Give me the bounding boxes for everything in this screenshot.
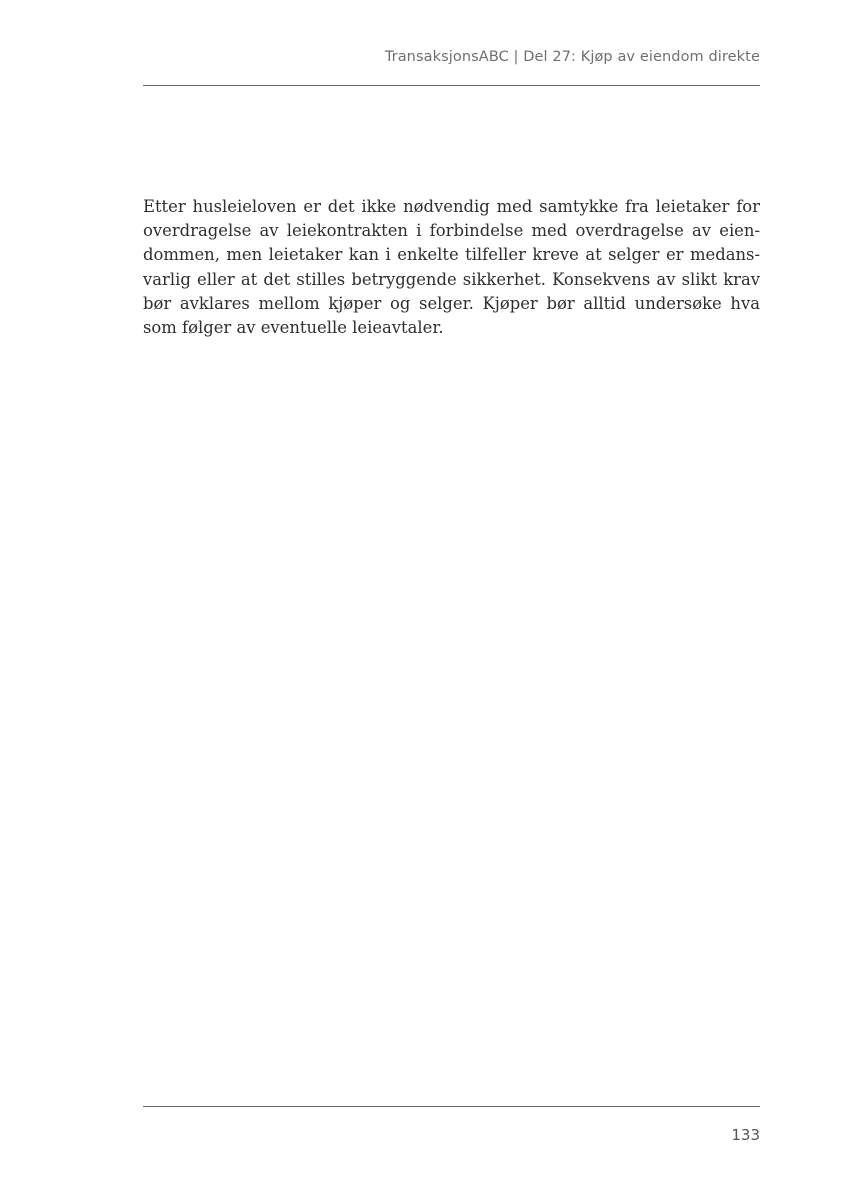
running-header: TransaksjonsABC | Del 27: Kjøp av eiendom direkte (384, 49, 760, 65)
footer-divider (143, 1106, 760, 1107)
body-paragraph: Etter husleieloven er det ikke nødvendig med samtykke fra leietaker for overdragelse av leiekontrakten i forbindelse med overdragelse av eiendommen, men leietaker kan i enkelte tilfeller kreve at selger er medansvarlig eller at det stilles betryggende sikkerhet. Konsekvens av slikt krav bør avklares mellom kjøper og selger. Kjøper bør alltid undersøke hva som følger av eventuelle leieavtaler. (143, 197, 760, 338)
header-divider (143, 85, 760, 86)
page-number: 133 (731, 1126, 760, 1144)
